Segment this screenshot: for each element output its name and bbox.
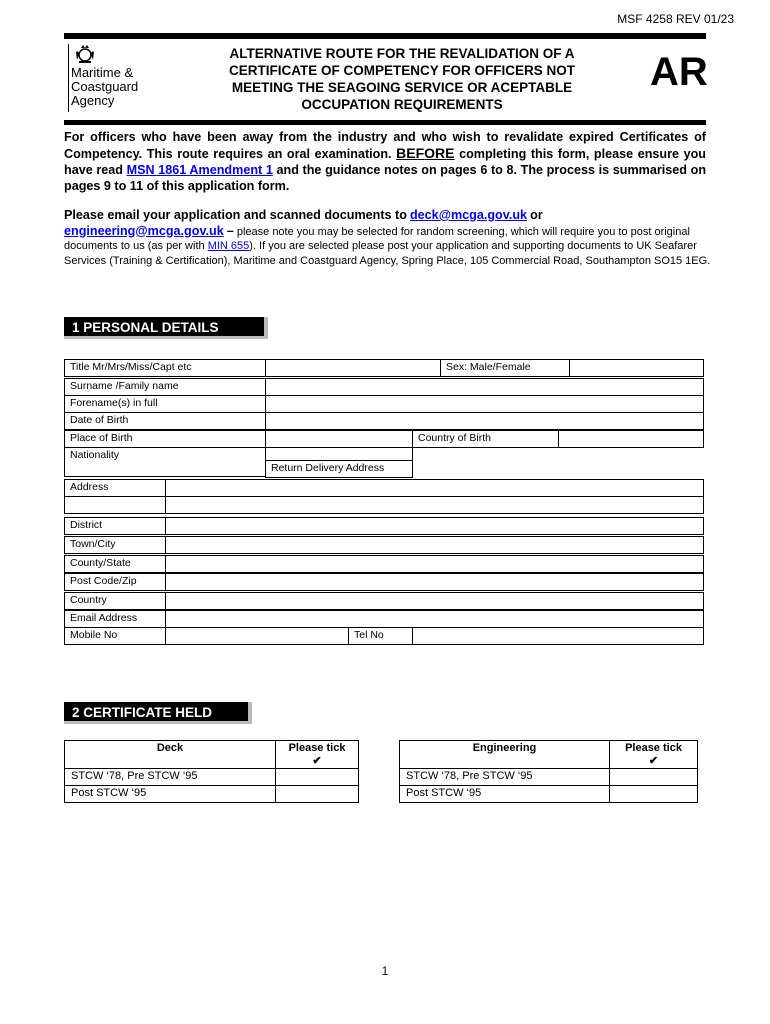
deck-tick-label: Please tick xyxy=(288,742,346,754)
mobile-label: Mobile No xyxy=(64,627,166,645)
deck-header: Deck xyxy=(65,741,276,769)
email-text-2: ). If you are selected please post your application and supporting documents to UK Seafarer Services (Training & Certification), Maritime and Coastguard Agency, Spring Place, 105 Commercial Road, Southampton SO15 1EG. xyxy=(64,240,711,267)
before-emphasis: BEFORE xyxy=(396,145,455,161)
logo-line-2: Coastguard xyxy=(71,79,139,94)
deck-certificate-table xyxy=(64,740,359,803)
title-label: Title Mr/Mrs/Miss/Capt etc xyxy=(64,359,266,377)
dob-label: Date of Birth xyxy=(64,412,266,430)
checkmark-icon: ✔ xyxy=(312,755,322,767)
email-label: Email Address xyxy=(64,610,166,628)
address-input-line-2[interactable] xyxy=(165,496,704,514)
page-number: 1 xyxy=(381,964,389,978)
title-input[interactable] xyxy=(265,359,441,377)
top-rule xyxy=(64,33,706,39)
forenames-input[interactable] xyxy=(265,395,704,413)
intro-text-1: For officers who have been away from the industry and who wish to revalidate expired Certificates of Competency. This route requires an oral examination. xyxy=(64,130,706,161)
engineering-row-pre95-tickbox[interactable] xyxy=(610,769,698,786)
msn-1861-link[interactable]: MSN 1861 Amendment 1 xyxy=(126,163,273,177)
deck-row-post95-tickbox[interactable] xyxy=(276,786,359,803)
nationality-input[interactable] xyxy=(265,447,413,461)
email-dash: – xyxy=(226,223,234,238)
section-2-title: 2 CERTIFICATE HELD xyxy=(64,702,252,724)
sex-label: Sex: Male/Female xyxy=(440,359,570,377)
title-line-4: OCCUPATION REQUIREMENTS xyxy=(301,97,503,112)
address-input-line-1[interactable] xyxy=(165,479,704,497)
min-655-link[interactable]: MIN 655 xyxy=(207,240,250,252)
postcode-input[interactable] xyxy=(165,573,704,591)
engineering-email-link[interactable]: engineering@mcga.gov.uk xyxy=(64,223,224,238)
intro-paragraph xyxy=(64,129,706,194)
document-reference: MSF 4258 REV 01/23 xyxy=(617,12,734,26)
form-title xyxy=(190,45,614,113)
nationality-label: Nationality xyxy=(64,447,266,477)
engineering-row-post95-label: Post STCW ‘95 xyxy=(400,786,610,803)
district-input[interactable] xyxy=(165,517,704,535)
mca-logo xyxy=(64,42,174,114)
address-blank-label xyxy=(64,496,166,514)
district-label: District xyxy=(64,517,166,535)
intro-text-3: and the guidance notes on pages 6 to 8. The process is summarised on pages 9 to 11 of this application form. xyxy=(64,163,707,193)
pob-input[interactable] xyxy=(265,430,413,448)
deck-row-post95-label: Post STCW ‘95 xyxy=(65,786,276,803)
return-address-label: Return Delivery Address xyxy=(265,460,413,478)
county-label: County/State xyxy=(64,555,166,573)
email-lead: Please email your application and scanned documents to xyxy=(64,208,407,222)
forenames-label: Forename(s) in full xyxy=(64,395,266,413)
email-text-1: please note you may be selected for random screening, which will require you to post original documents to us (as per with xyxy=(64,225,690,252)
engineering-row-pre95-label: STCW ‘78, Pre STCW ‘95 xyxy=(400,769,610,786)
engineering-certificate-table xyxy=(399,740,698,803)
tel-label: Tel No xyxy=(348,627,413,645)
deck-row-pre95-label: STCW ‘78, Pre STCW ‘95 xyxy=(65,769,276,786)
surname-label: Surname /Family name xyxy=(64,378,266,396)
country-label: Country xyxy=(64,592,166,610)
town-input[interactable] xyxy=(165,536,704,554)
deck-row-pre95-tickbox[interactable] xyxy=(276,769,359,786)
engineering-tick-label: Please tick xyxy=(625,742,682,754)
title-line-1: ALTERNATIVE ROUTE FOR THE REVALIDATION OF A xyxy=(229,46,575,61)
sex-input[interactable] xyxy=(569,359,704,377)
country-of-birth-input[interactable] xyxy=(558,430,704,448)
section-1-title: 1 PERSONAL DETAILS xyxy=(64,317,268,339)
engineering-row-post95-tickbox[interactable] xyxy=(610,786,698,803)
email-input[interactable] xyxy=(165,610,704,628)
title-line-2: CERTIFICATE OF COMPETENCY FOR OFFICERS NOT xyxy=(228,63,575,78)
country-input[interactable] xyxy=(165,592,704,610)
engineering-header: Engineering xyxy=(400,741,610,769)
logo-divider xyxy=(68,44,69,112)
engineering-tick-header xyxy=(610,741,698,769)
title-line-3: MEETING THE SEAGOING SERVICE OR ACEPTABLE xyxy=(231,80,573,95)
checkmark-icon: ✔ xyxy=(648,755,659,767)
royal-crest-icon xyxy=(74,44,96,64)
dob-input[interactable] xyxy=(265,412,704,430)
country-of-birth-label: Country of Birth xyxy=(412,430,559,448)
mobile-input[interactable] xyxy=(165,627,349,645)
logo-line-3: Agency xyxy=(71,93,115,108)
header-rule xyxy=(64,120,706,125)
email-or: or xyxy=(530,208,543,222)
county-input[interactable] xyxy=(165,555,704,573)
town-label: Town/City xyxy=(64,536,166,554)
form-code: AR xyxy=(650,50,708,94)
address-label: Address xyxy=(64,479,166,497)
email-paragraph xyxy=(64,208,724,268)
pob-label: Place of Birth xyxy=(64,430,266,448)
surname-input[interactable] xyxy=(265,378,704,396)
logo-line-1: Maritime & xyxy=(71,65,134,80)
intro-text-2: completing this form, please ensure you have read xyxy=(64,147,706,177)
tel-input[interactable] xyxy=(412,627,704,645)
postcode-label: Post Code/Zip xyxy=(64,573,166,591)
deck-email-link[interactable]: deck@mcga.gov.uk xyxy=(409,208,528,222)
deck-tick-header xyxy=(276,741,359,769)
